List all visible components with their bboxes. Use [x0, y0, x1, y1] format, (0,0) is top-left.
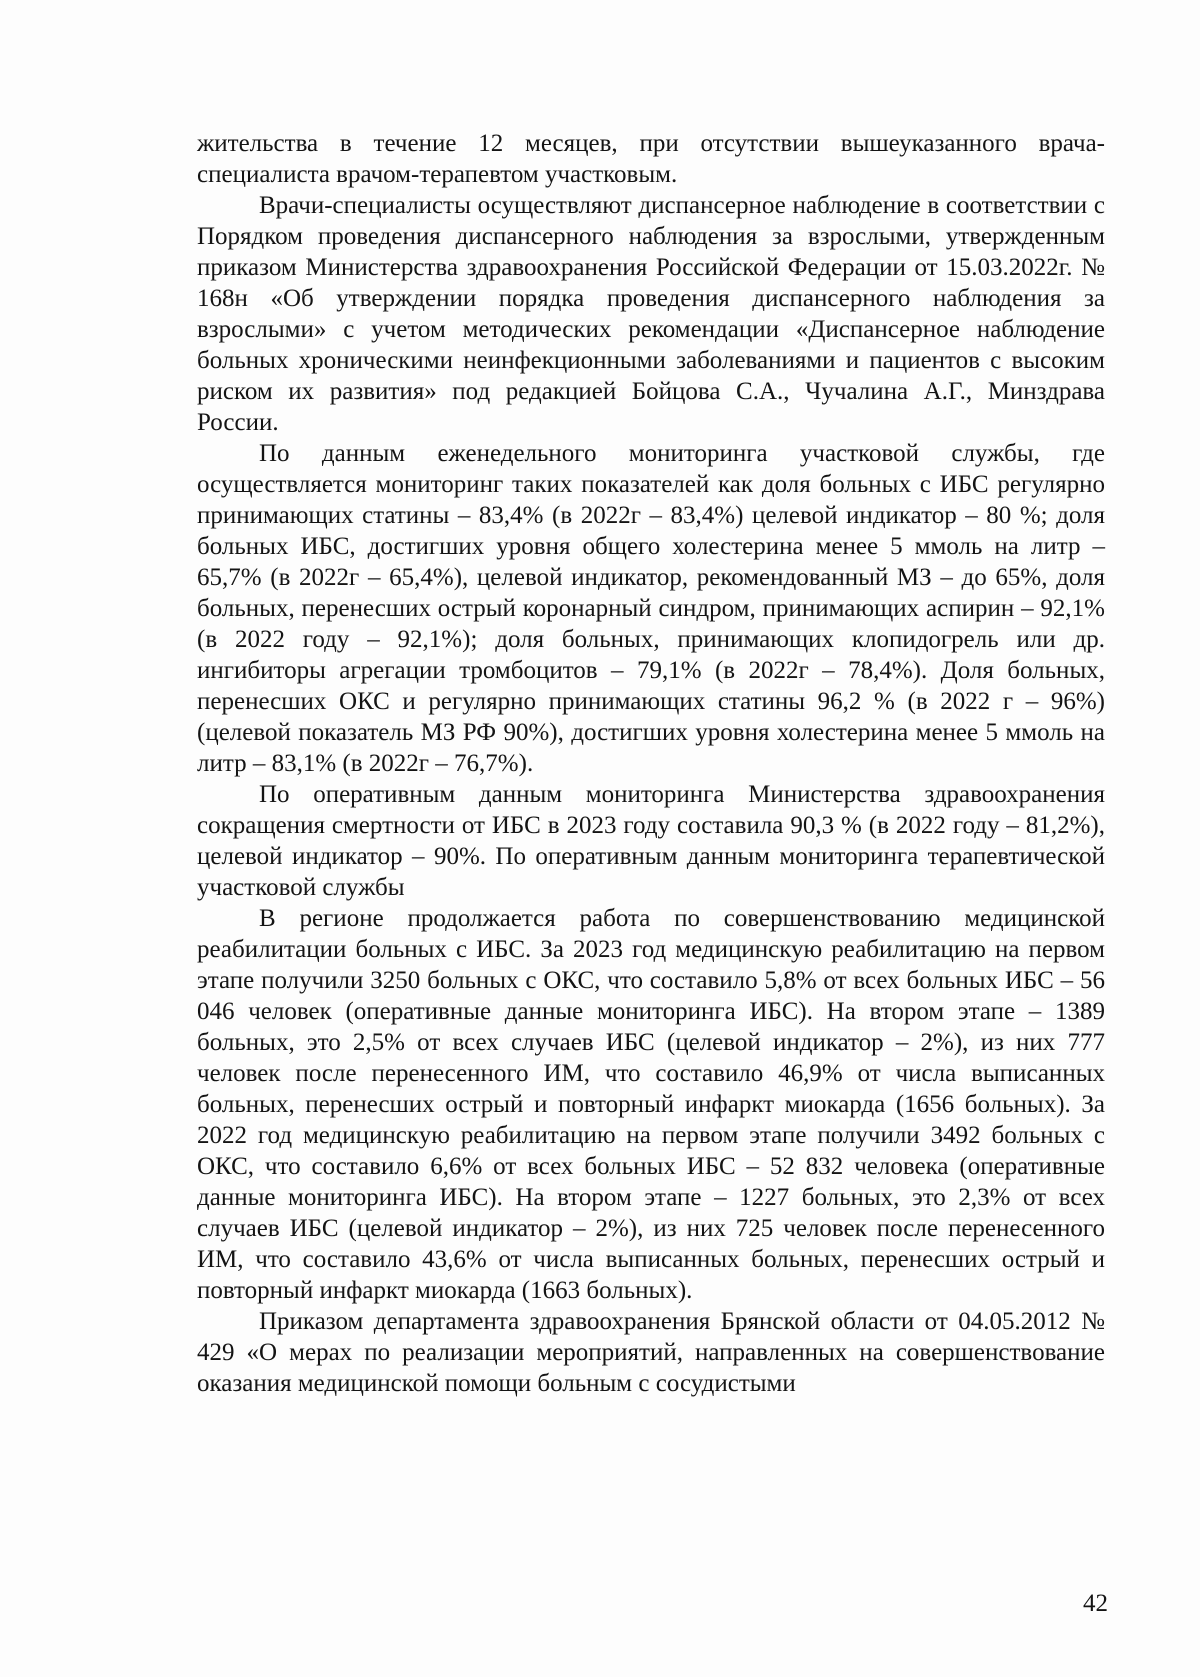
paragraph-rehabilitation: В регионе продолжается работа по совершенствованию медицинской реабилитации больных с ИБС. За 2023 год медицинскую реабилитацию на первом этапе получили 3250 больных с ОКС, что составило 5,8% от всех больных ИБС – 56 046 человек (оперативные данные мониторинга ИБС). На втором этапе – 1389 больных, это 2,5% от всех случаев ИБС (целевой индикатор – 2%), из них 777 человек после перенесенного ИМ, что составило 46,9% от числа выписанных больных, перенесших острый и повторный инфаркт миокарда (1656 больных). За 2022 год медицинскую реабилитацию на первом этапе получили 3492 больных с ОКС, что составило 6,6% от всех больных ИБС – 52 832 человека (оперативные данные мониторинга ИБС). На втором этапе – 1227 больных, это 2,3% от всех случаев ИБС (целевой индикатор – 2%), из них 725 человек после перенесенного ИМ, что составило 43,6% от числа выписанных больных, перенесших острый и повторный инфаркт миокарда (1663 больных). — [197, 905, 1105, 1304]
paragraph-dispensary-observation: Врачи-специалисты осуществляют диспансерное наблюдение в соответствии с Порядком проведения диспансерного наблюдения за взрослыми, утвержденным приказом Министерства здравоохранения Российской Федерации от 15.03.2022г. № 168н «Об утверждении порядка проведения диспансерного наблюдения за взрослыми» с учетом методических рекомендации «Диспансерное наблюдение больных хроническими неинфекционными заболеваниями и пациентов с высоким риском их развития» под редакцией Бойцова С.А., Чучалина А.Г., Минздрава России. — [197, 192, 1105, 436]
paragraph-continuation: жительства в течение 12 месяцев, при отсутствии вышеуказанного врача-специалиста врачом-терапевтом участковым. — [197, 130, 1105, 188]
paragraph-order: Приказом департамента здравоохранения Брянской области от 04.05.2012 № 429 «О мерах по реализации мероприятий, направленных на совершенствование оказания медицинской помощи больным с сосудистыми — [197, 1308, 1105, 1397]
page-number: 42 — [1083, 1590, 1108, 1617]
paragraph-weekly-monitoring: По данным еженедельного мониторинга участковой службы, где осуществляется мониторинг таких показателей как доля больных с ИБС регулярно принимающих статины – 83,4% (в 2022г – 83,4%) целевой индикатор – 80 %; доля больных ИБС, достигших уровня общего холестерина менее 5 ммоль на литр – 65,7% (в 2022г – 65,4%), целевой индикатор, рекомендованный МЗ – до 65%, доля больных, перенесших острый коронарный синдром, принимающих аспирин – 92,1% (в 2022 году – 92,1%); доля больных, принимающих клопидогрель или др. ингибиторы агрегации тромбоцитов – 79,1% (в 2022г – 78,4%). Доля больных, перенесших ОКС и регулярно принимающих статины 96,2 % (в 2022 г – 96%) (целевой показатель МЗ РФ 90%), достигших уровня холестерина менее 5 ммоль на литр – 83,1% (в 2022г – 76,7%). — [197, 440, 1105, 777]
document-body — [197, 128, 1105, 1399]
paragraph-mortality-reduction: По оперативным данным мониторинга Министерства здравоохранения сокращения смертности от ИБС в 2023 году составила 90,3 % (в 2022 году – 81,2%), целевой индикатор – 90%. По оперативным данным мониторинга терапевтической участковой службы — [197, 781, 1105, 901]
